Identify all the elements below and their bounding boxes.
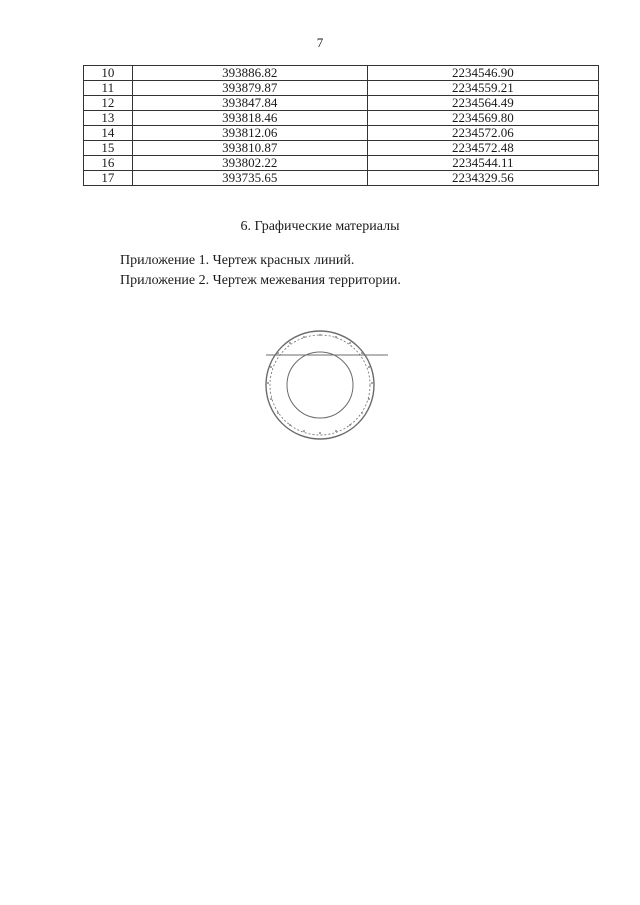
coordinate-y: 2234546.90 [367, 66, 598, 81]
table-row [84, 111, 599, 126]
section-heading: 6. Графические материалы [240, 219, 400, 234]
table-row [84, 96, 599, 111]
point-number: 17 [84, 171, 133, 186]
table-row [84, 81, 599, 96]
page-number: 7 [316, 35, 324, 50]
appendix-1-text: Приложение 1. Чертеж красных линий. [120, 253, 355, 268]
table-row [84, 126, 599, 141]
point-number: 12 [84, 96, 133, 111]
point-number: 10 [84, 66, 133, 81]
coordinate-y: 2234329.56 [367, 171, 598, 186]
coordinate-x: 393879.87 [132, 81, 367, 96]
appendix-2-text: Приложение 2. Чертеж межевания территории. [120, 273, 401, 288]
table-row [84, 156, 599, 171]
coordinates-table [83, 65, 599, 186]
point-number: 13 [84, 111, 133, 126]
coordinate-x: 393802.22 [132, 156, 367, 171]
coordinate-y: 2234564.49 [367, 96, 598, 111]
coordinate-x: 393812.06 [132, 126, 367, 141]
point-number: 14 [84, 126, 133, 141]
coordinate-x: 393847.84 [132, 96, 367, 111]
official-stamp [258, 323, 390, 447]
point-number: 15 [84, 141, 133, 156]
coordinate-x: 393818.46 [132, 111, 367, 126]
point-number: 11 [84, 81, 133, 96]
coordinate-y: 2234559.21 [367, 81, 598, 96]
table-row [84, 141, 599, 156]
coordinate-y: 2234569.80 [367, 111, 598, 126]
coordinate-y: 2234544.11 [367, 156, 598, 171]
coordinate-x: 393735.65 [132, 171, 367, 186]
table-row [84, 66, 599, 81]
point-number: 16 [84, 156, 133, 171]
coordinate-y: 2234572.06 [367, 126, 598, 141]
coordinate-x: 393886.82 [132, 66, 367, 81]
coordinate-y: 2234572.48 [367, 141, 598, 156]
table-row [84, 171, 599, 186]
stamp-seal-icon [258, 323, 390, 447]
coordinate-x: 393810.87 [132, 141, 367, 156]
